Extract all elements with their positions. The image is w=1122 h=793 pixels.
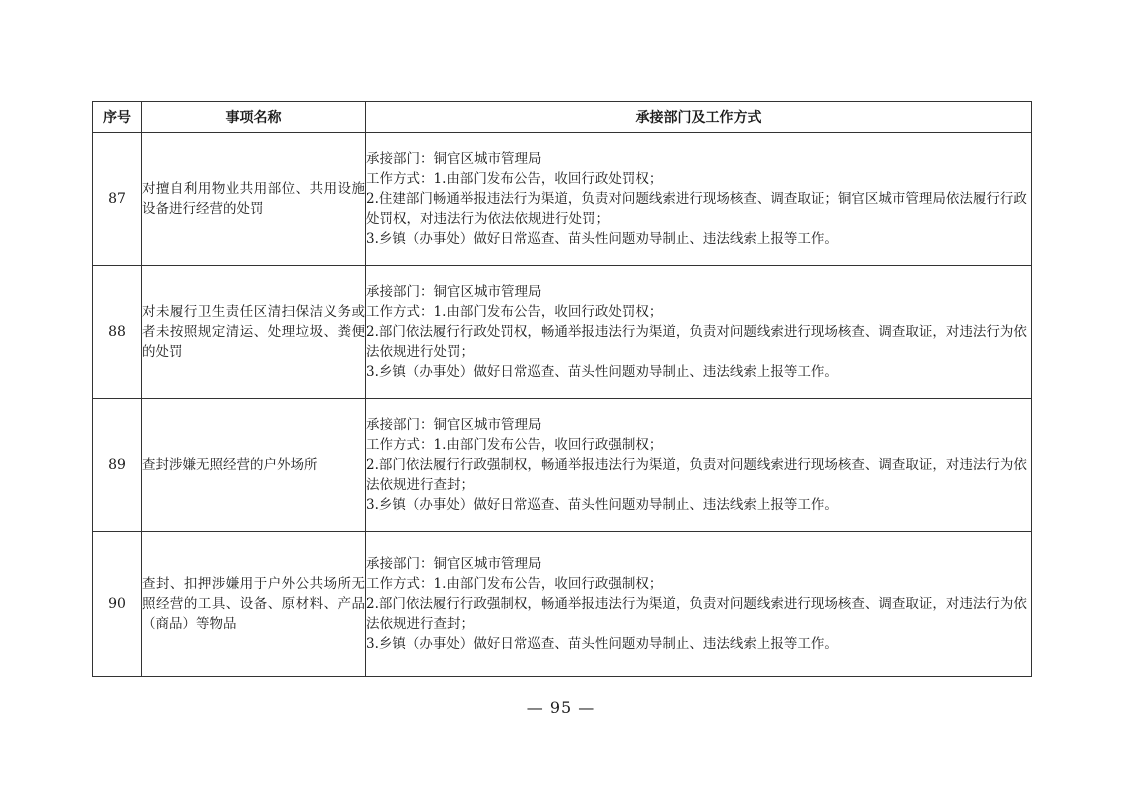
method-line: 3.乡镇（办事处）做好日常巡查、苗头性问题劝导制止、违法线索上报等工作。 — [366, 636, 838, 652]
method-line: 3.乡镇（办事处）做好日常巡查、苗头性问题劝导制止、违法线索上报等工作。 — [366, 364, 838, 380]
method-line: 3.乡镇（办事处）做好日常巡查、苗头性问题劝导制止、违法线索上报等工作。 — [366, 231, 838, 247]
row-index: 89 — [93, 399, 142, 532]
row-method — [366, 133, 1032, 266]
method-line: 2.住建部门畅通举报违法行为渠道，负责对问题线索进行现场核查、调查取证；铜官区城市管理局依法履行行政处罚权，对违法行为依法依规进行处罚； — [366, 191, 1027, 227]
row-method — [366, 399, 1032, 532]
method-line: 工作方式：1.由部门发布公告，收回行政强制权； — [366, 437, 663, 453]
table-row — [93, 133, 1032, 266]
row-item-name: 对未履行卫生责任区清扫保洁义务或者未按照规定清运、处理垃圾、粪便的处罚 — [142, 266, 366, 399]
row-index: 87 — [93, 133, 142, 266]
method-line: 工作方式：1.由部门发布公告，收回行政强制权； — [366, 576, 663, 592]
method-line: 承接部门：铜官区城市管理局 — [366, 556, 542, 572]
method-line: 工作方式：1.由部门发布公告，收回行政处罚权； — [366, 171, 663, 187]
table-row — [93, 532, 1032, 677]
row-item-name: 查封涉嫌无照经营的户外场所 — [142, 399, 366, 532]
method-line: 2.部门依法履行行政强制权，畅通举报违法行为渠道，负责对问题线索进行现场核查、调查取证，对违法行为依法依规进行查封； — [366, 596, 1027, 632]
method-line: 承接部门：铜官区城市管理局 — [366, 284, 542, 300]
method-line: 3.乡镇（办事处）做好日常巡查、苗头性问题劝导制止、违法线索上报等工作。 — [366, 497, 838, 513]
method-line: 2.部门依法履行行政强制权，畅通举报违法行为渠道，负责对问题线索进行现场核查、调查取证，对违法行为依法依规进行查封； — [366, 457, 1027, 493]
table-row — [93, 266, 1032, 399]
items-table — [92, 101, 1032, 677]
table-row — [93, 399, 1032, 532]
row-index: 88 — [93, 266, 142, 399]
method-line: 工作方式：1.由部门发布公告，收回行政处罚权； — [366, 304, 663, 320]
row-method — [366, 266, 1032, 399]
page-number: — 95 — — [526, 698, 596, 717]
table-header-row — [93, 102, 1032, 133]
row-item-name: 对擅自利用物业共用部位、共用设施设备进行经营的处罚 — [142, 133, 366, 266]
header-method: 承接部门及工作方式 — [366, 102, 1032, 133]
header-index: 序号 — [93, 102, 142, 133]
row-index: 90 — [93, 532, 142, 677]
row-method — [366, 532, 1032, 677]
method-line: 承接部门：铜官区城市管理局 — [366, 151, 542, 167]
row-item-name: 查封、扣押涉嫌用于户外公共场所无照经营的工具、设备、原材料、产品（商品）等物品 — [142, 532, 366, 677]
header-name: 事项名称 — [142, 102, 366, 133]
method-line: 2.部门依法履行行政处罚权，畅通举报违法行为渠道，负责对问题线索进行现场核查、调查取证，对违法行为依法依规进行处罚； — [366, 324, 1027, 360]
method-line: 承接部门：铜官区城市管理局 — [366, 417, 542, 433]
